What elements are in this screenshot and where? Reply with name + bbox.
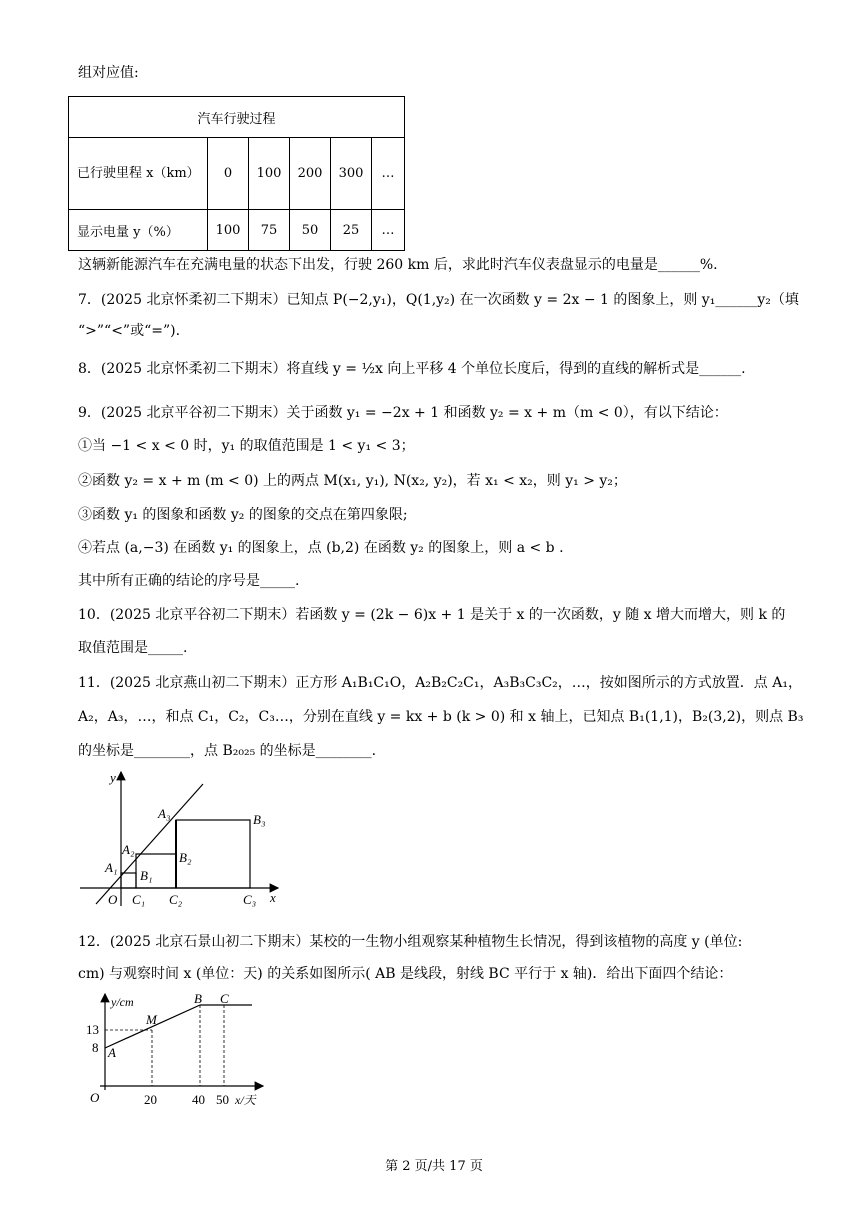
table-cell: 50: [290, 210, 331, 251]
q7-line2: “>”“<”或“=”).: [78, 323, 181, 339]
table-cell: 200: [290, 138, 331, 210]
label-B1: B₁: [140, 868, 153, 883]
label-C1: C₁: [132, 892, 146, 907]
label-x: x: [270, 890, 276, 905]
mileage-battery-table: [68, 96, 405, 251]
label-A3: A₃: [158, 806, 171, 821]
label-C3: C₃: [243, 892, 257, 907]
q9-question: 其中所有正确的结论的序号是_____.: [78, 573, 300, 589]
q11-line3: 的坐标是________，点 B₂₀₂₅ 的坐标是________.: [78, 743, 377, 759]
label-ylabel: y/cm: [111, 995, 134, 1009]
label-A1: A₁: [105, 860, 118, 875]
table-cell: 300: [331, 138, 372, 210]
table-cell: …: [372, 210, 405, 251]
line-y-kx-b: [96, 784, 203, 904]
q12-line1: 12．(2025 北京石景山初二下期末）某校的一生物小组观察某种植物生长情况，得到该植物的高度 y (单位:: [78, 934, 743, 950]
page-footer: 第 2 页/共 17 页: [385, 1159, 483, 1174]
squares-figure: [78, 766, 288, 911]
label-C2: C₂: [169, 892, 183, 907]
tick-13: 13: [86, 1022, 99, 1037]
table-cell: 0: [208, 138, 249, 210]
table-cell: 100: [208, 210, 249, 251]
label-C: C: [220, 991, 229, 1006]
label-A: A: [108, 1045, 116, 1060]
q12-line2: cm) 与观察时间 x (单位：天) 的关系如图所示( AB 是线段，射线 BC 平行于 x 轴)．给出下面四个结论：: [78, 966, 733, 982]
tick-20: 20: [144, 1092, 157, 1107]
q10-line2: 取值范围是_____.: [78, 640, 188, 656]
intro-text: 组对应值:: [78, 65, 139, 81]
q11-line1: 11．(2025 北京燕山初二下期末）正方形 A₁B₁C₁O，A₂B₂C₂C₁，A₃B₃C₃C₂，…，按如图所示的方式放置．点 A₁，: [78, 675, 802, 691]
q10-line1: 10．(2025 北京平谷初二下期末）若函数 y = (2k − 6)x + 1 是关于 x 的一次函数，y 随 x 增大而增大，则 k 的: [78, 607, 786, 623]
label-B3: B₃: [253, 812, 266, 827]
q9-option-1: ①当 −1 < x < 0 时，y₁ 的取值范围是 1 < y₁ < 3；: [78, 438, 415, 454]
table-row2-label: 显示电量 y（%）: [69, 210, 208, 251]
q7-line1: 7．(2025 北京怀柔初二下期末）已知点 P(−2,y₁)，Q(1,y₂) 在一次函数 y = 2x − 1 的图象上，则 y₁______y₂（填: [78, 292, 799, 308]
tick-50: 50: [216, 1092, 229, 1107]
label-O: O: [108, 892, 118, 907]
tick-8: 8: [92, 1040, 99, 1055]
table-cell: 100: [249, 138, 290, 210]
label-y: y: [110, 770, 116, 785]
table-cell: …: [372, 138, 405, 210]
label-M: M: [146, 1012, 157, 1027]
tick-40: 40: [192, 1092, 205, 1107]
label-xlabel: x/天: [235, 1093, 256, 1107]
label-B2: B₂: [179, 850, 192, 865]
q6-tail: 这辆新能源汽车在充满电量的状态下出发，行驶 260 km 后，求此时汽车仪表盘显示的电量是______%.: [78, 257, 718, 273]
table-title: 汽车行驶过程: [69, 97, 405, 138]
table-row1-label: 已行驶里程 x（km）: [69, 138, 208, 210]
q9-option-4: ④若点 (a,−3) 在函数 y₁ 的图象上，点 (b,2) 在函数 y₂ 的图象上，则 a < b .: [78, 540, 564, 556]
q9-option-2: ②函数 y₂ = x + m (m < 0) 上的两点 M(x₁, y₁), N(x₂, y₂)，若 x₁ < x₂，则 y₁ > y₂；: [78, 473, 627, 489]
q9-line1: 9．(2025 北京平谷初二下期末）关于函数 y₁ = −2x + 1 和函数 y₂ = x + m（m < 0），有以下结论：: [78, 405, 728, 421]
growth-graph: [78, 990, 278, 1112]
table-cell: 75: [249, 210, 290, 251]
q11-line2: A₂，A₃，…，和点 C₁，C₂，C₃…，分别在直线 y = kx + b (k > 0) 和 x 轴上，已知点 B₁(1,1)，B₂(3,2)，则点 B₃: [78, 709, 804, 725]
q9-option-3: ③函数 y₁ 的图象和函数 y₂ 的图象的交点在第四象限;: [78, 507, 408, 523]
square-1: [121, 873, 136, 888]
label-A2: A₂: [122, 842, 135, 857]
label-B: B: [194, 991, 202, 1006]
table-cell: 25: [331, 210, 372, 251]
label-O: O: [90, 1090, 100, 1105]
q8: 8．(2025 北京怀柔初二下期末）将直线 y = ½x 向上平移 4 个单位长度后，得到的直线的解析式是______.: [78, 361, 746, 377]
